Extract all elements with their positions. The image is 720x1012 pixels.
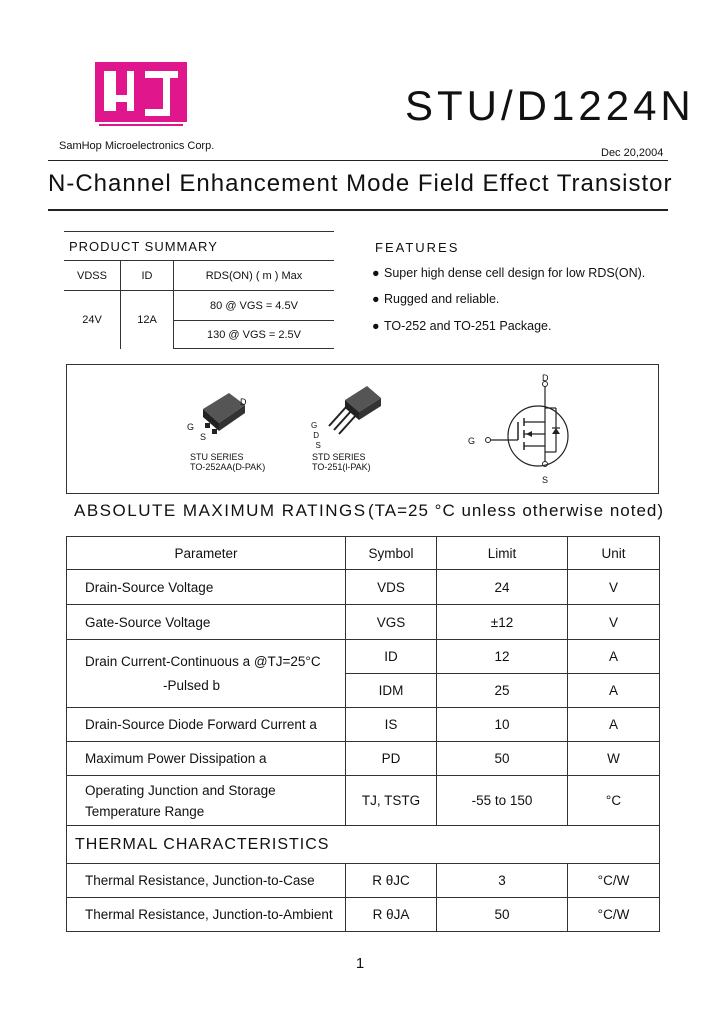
- std-series-caption: STD SERIES: [312, 452, 366, 462]
- table-row: Operating Junction and Storage Temperature Range TJ, TSTG -55 to 150 °C: [67, 776, 660, 826]
- table-row: Maximum Power Dissipation a PD 50 W: [67, 742, 660, 776]
- header-symbol: Symbol: [346, 537, 437, 570]
- table-row: Drain-Source Diode Forward Current a IS 10 A: [67, 708, 660, 742]
- feature-item: ● Rugged and reliable.: [372, 292, 500, 306]
- rds-value-1: 80 @ VGS = 4.5V: [174, 291, 335, 321]
- dpak-pin-d: D: [240, 397, 247, 407]
- rds-header: RDS(ON) ( m ) Max: [174, 261, 335, 291]
- dpak-pin-s: S: [200, 432, 207, 442]
- schematic-pin-d: D: [542, 373, 549, 383]
- vdss-header: VDSS: [64, 261, 121, 291]
- header-limit: Limit: [437, 537, 568, 570]
- table-row: IDM 25 A: [67, 674, 660, 708]
- table-row: Thermal Resistance, Junction-to-Ambient R θJA 50 °C/W: [67, 898, 660, 932]
- features-title: FEATURES: [375, 240, 460, 255]
- document-date: Dec 20,2004: [601, 147, 664, 159]
- company-logo: [95, 62, 187, 138]
- feature-item: ● TO-252 and TO-251 Package.: [372, 319, 552, 333]
- ratings-title: ABSOLUTE MAXIMUM RATINGS: [74, 501, 367, 520]
- ipak-pin-labels: G D S: [311, 421, 321, 450]
- id-value: 12A: [121, 291, 174, 349]
- std-package-caption: TO-251(l-PAK): [312, 462, 371, 472]
- mosfet-schematic-symbol: [480, 372, 570, 484]
- id-header: ID: [121, 261, 174, 291]
- dpak-package-icon: [185, 385, 255, 445]
- ratings-table: [66, 536, 660, 932]
- thermal-title: THERMAL CHARACTERISTICS: [67, 826, 660, 864]
- table-row: Thermal Resistance, Junction-to-Case R θJC 3 °C/W: [67, 864, 660, 898]
- page-number: 1: [355, 955, 365, 972]
- header-divider: [48, 160, 668, 161]
- stu-package-caption: TO-252AA(D-PAK): [190, 462, 266, 472]
- schematic-pin-s: S: [542, 475, 549, 485]
- table-row: Drain Current-Continuous a @TJ=25°C -Pulsed b ID 12 A: [67, 640, 660, 674]
- ipak-package-icon: [315, 380, 390, 445]
- header-unit: Unit: [568, 537, 660, 570]
- device-subtitle: N-Channel Enhancement Mode Field Effect Transistor: [48, 170, 673, 197]
- dpak-pin-g: G: [187, 422, 195, 432]
- table-row: Drain-Source Voltage VDS 24 V: [67, 570, 660, 605]
- ratings-note: (TA=25 °C unless otherwise noted): [368, 501, 665, 520]
- stu-series-caption: STU SERIES: [190, 452, 244, 462]
- subtitle-divider: [48, 209, 668, 211]
- part-number-title: STU/D1224N: [405, 82, 695, 129]
- feature-item: ● Super high dense cell design for low RDS(ON).: [372, 266, 646, 280]
- table-row: Gate-Source Voltage VGS ±12 V: [67, 605, 660, 640]
- rds-value-2: 130 @ VGS = 2.5V: [174, 321, 335, 349]
- product-summary-title: PRODUCT SUMMARY: [64, 232, 334, 261]
- company-name: SamHop Microelectronics Corp.: [59, 140, 215, 152]
- vdss-value: 24V: [64, 291, 121, 349]
- product-summary-table: [64, 231, 334, 349]
- schematic-pin-g: G: [468, 436, 476, 446]
- header-parameter: Parameter: [67, 537, 346, 570]
